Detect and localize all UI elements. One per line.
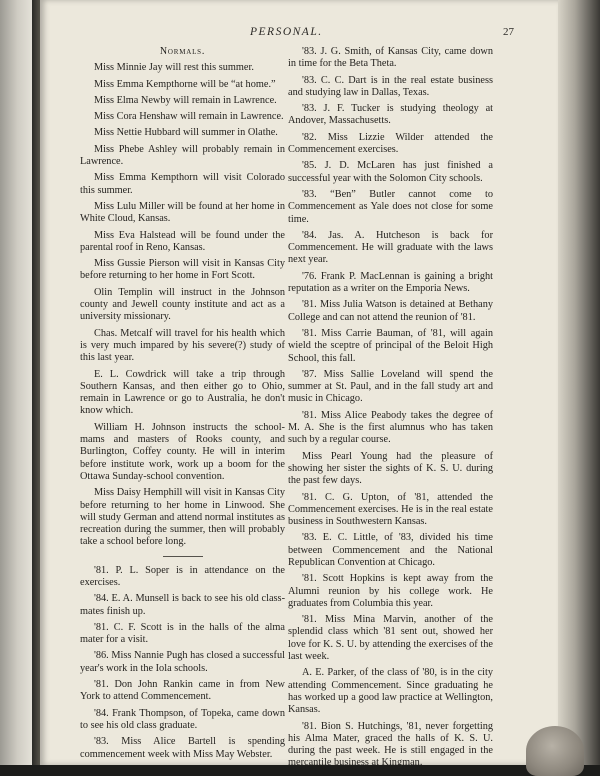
- running-head: PERSONAL.: [250, 26, 323, 38]
- news-item: Miss Daisy Hemphill will visit in Kansas City before returning to her home in Linwood. She will study German and attend normal institutes as recreation during the summer, then will probably take a school before long.: [80, 487, 285, 548]
- news-item: Miss Emma Kempthorn will visit Colorado this summer.: [80, 172, 285, 196]
- page-header: [40, 26, 558, 42]
- news-item: '81. Miss Julia Watson is detained at Bethany College and can not attend the reunion of '81.: [288, 299, 493, 323]
- news-item: '87. Miss Sallie Loveland will spend the summer at St. Paul, and in the fall study art and music in Chicago.: [288, 368, 493, 405]
- news-item: '86. Miss Nannie Pugh has closed a successful year's work in the Iola schools.: [80, 650, 285, 674]
- news-item: E. L. Cowdrick will take a trip through Southern Kansas, and then either go to Ohio, remain in Lawrence or go to Australia, he don't know which.: [80, 368, 285, 417]
- facing-page-edge: [0, 0, 32, 765]
- news-item: '81. Don John Rankin came in from New York to attend Commencement.: [80, 679, 285, 703]
- news-item: Miss Minnie Jay will rest this summer.: [94, 62, 254, 74]
- news-item: '81. P. L. Soper is in attendance on the exercises.: [80, 564, 285, 588]
- news-item: '81. Scott Hopkins is kept away from the Alumni reunion by his college work. He graduates from Columbia this year.: [288, 573, 493, 609]
- news-item: '83. “Ben” Butler cannot come to Commencement as Yale does not close for some time.: [288, 188, 493, 225]
- page-stack-edge: [558, 0, 600, 765]
- book-gutter: [32, 0, 40, 765]
- news-item: Olin Templin will instruct in the Johnson county and Jewell county institute and act as a university missionary.: [80, 286, 285, 323]
- news-item: Chas. Metcalf will travel for his health which is very much impared by his severe(?) study of this last year.: [80, 327, 285, 364]
- news-item: '83. Miss Alice Bartell is spending commencement week with Miss May Webster.: [80, 736, 285, 760]
- news-item: '81. C. G. Upton, of '81, attended the Commencement exercises. He is in the real estate business in Southwestern Kansas.: [288, 491, 493, 528]
- news-item: '81. Miss Alice Peabody takes the degree of M. A. She is the first alumnus who has taken such by a regular course.: [288, 409, 493, 446]
- section-rule: [163, 556, 203, 557]
- news-item: Miss Gussie Pierson will visit in Kansas City before returning to her home in Fort Scott.: [80, 258, 285, 282]
- news-item: Miss Cora Henshaw will remain in Lawrence.: [94, 111, 284, 123]
- news-item: '81. C. F. Scott is in the halls of the alma mater for a visit.: [80, 621, 285, 646]
- news-item: '85. J. D. McLaren has just finished a successful year with the Solomon City schools.: [288, 160, 493, 184]
- page-number: 27: [503, 26, 514, 38]
- news-item: William H. Johnson instructs the school-mams and masters of Rooks county, and Burlington, Coffey county. He will in interim before institute work, work up a boom for the Ottawa Sunday-school convention.: [80, 421, 285, 482]
- news-item: Miss Nettie Hubbard will summer in Olathe.: [94, 127, 278, 139]
- news-item: '82. Miss Lizzie Wilder attended the Commencement exercises.: [288, 131, 493, 156]
- news-item: '83. J. F. Tucker is studying theology at Andover, Massachusetts.: [288, 103, 493, 127]
- news-item: Miss Pearl Young had the pleasure of showing her sister the sights of K. S. U. during the past few days.: [288, 450, 493, 487]
- news-item: '83. C. C. Dart is in the real estate business and studying law in Dallas, Texas.: [288, 74, 493, 98]
- news-item: '84. E. A. Munsell is back to see his old class-mates finish up.: [80, 593, 285, 617]
- news-item: '81. Miss Mina Marvin, another of the splendid class which '81 sent out, showed her love for K. S. U. by attending the exercises of the last week.: [288, 614, 493, 663]
- news-item: '83. E. C. Little, of '83, divided his time between Commencement and the National Republican Convention at Chicago.: [288, 532, 493, 568]
- section-heading: Normals.: [159, 46, 206, 57]
- news-item: Miss Phebe Ashley will probably remain in Lawrence.: [80, 143, 285, 168]
- news-item: '81. Miss Carrie Bauman, of '81, will again wield the sceptre of principal of the Beloit High School, this fall.: [288, 327, 493, 364]
- news-item: '84. Frank Thompson, of Topeka, came down to see his old class graduate.: [80, 707, 285, 731]
- news-item: Miss Lulu Miller will be found at her home in White Cloud, Kansas.: [80, 200, 285, 225]
- left-column: [80, 46, 285, 765]
- news-item: '83. J. G. Smith, of Kansas City, came down in time for the Beta Theta.: [288, 46, 493, 70]
- thumb-in-frame: [526, 726, 584, 776]
- news-item: Miss Emma Kempthorne will be “at home.”: [94, 78, 276, 90]
- news-item: Miss Elma Newby will remain in Lawrence.: [94, 94, 277, 106]
- right-column: [288, 46, 493, 774]
- news-item: '81. Bion S. Hutchings, '81, never forgetting his Alma Mater, graced the halls of K. S. U. during the past week. He is still engaged in the mercantile business at Kingman.: [288, 720, 493, 769]
- news-item: A. E. Parker, of the class of '80, is in the city attending Commencement. Since graduating he has worked up a good law practice at Wellington, Kansas.: [288, 667, 493, 716]
- news-item: '76. Frank P. MacLennan is gaining a bright reputation as a writer on the Emporia News.: [288, 270, 493, 295]
- news-item: Miss Eva Halstead will be found under the parental roof in Reno, Kansas.: [80, 229, 285, 253]
- news-item: '84. Jas. A. Hutcheson is back for Commencement. He will graduate with the laws next year.: [288, 229, 493, 266]
